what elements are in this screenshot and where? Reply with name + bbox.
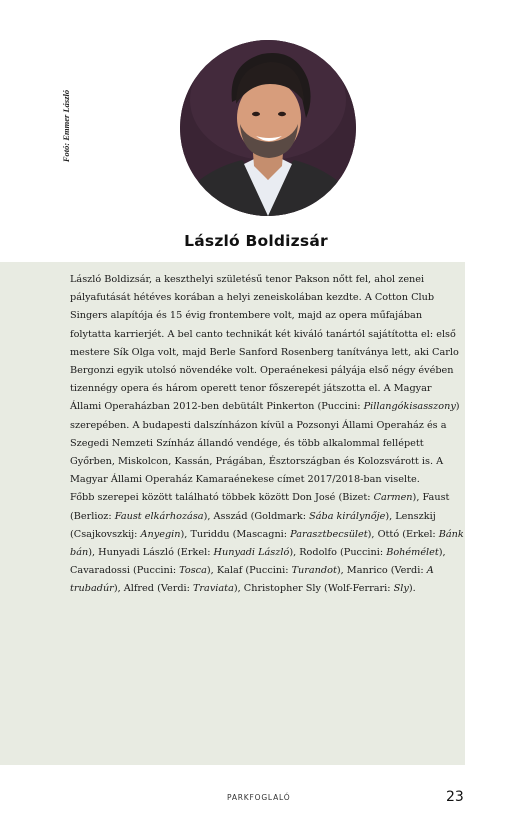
biography-text bbox=[70, 271, 465, 599]
page-number: 23 bbox=[446, 789, 464, 805]
bio-paragraph-1: László Boldizsár, a keszthelyi születésű tenor Pakson nőtt fel, ahol zenei pályafutását hétéves korában a helyi zeneiskolában kezdte. A Cotton Club Singers alapítója és 15 évig frontembere volt, majd az opera műfajában folytatta karrierjét. A bel canto technikát két kiváló tanártól sajátította el: első mestere Sík Olga volt, majd Berle Sanford Rosenberg tanítványa lett, aki Carlo Bergonzi egyik utolsó növendéke volt. Operaénekesi pályája első négy évében tizennégy opera és három operett tenor főszerepét játszotta el. A Magyar Állami Operaházban 2012-ben debütált Pinkerton (Puccini: Pillangókisasszony) szerepében. A budapesti dalszínházon kívül a Pozsonyi Állami Operaház és a Szegedi Nemzeti Színház állandó vendége, és több alkalommal fellépett Győrben, Miskolcon, Kassán, Prágában, Észtországban és Kolozsvárott is. A Magyar Állami Operaház Kamaraénekese címet 2017/2018-ban viselte. bbox=[70, 274, 460, 486]
opera-title: A trubadúr bbox=[70, 565, 434, 595]
portrait-photo bbox=[180, 40, 356, 216]
opera-title: Parasztbecsület bbox=[290, 528, 368, 540]
bio-paragraph-2: Főbb szerepei között található többek között Don José (Bizet: Carmen), Faust (Berlioz: Faust elkárhozása), Asszád (Goldmark: Sába királynője), Lenszkij (Csajkovszkij: Anyegin), Turiddu (Mascagni: Parasztbecsület), Ottó (Erkel: Bánk bán), Hunyadi László (Erkel: Hunyadi László), Rodolfo (Puccini: Bohémélet), Cavaradossi (Puccini: Tosca), Kalaf (Puccini: Turandot), Manrico (Verdi: A trubadúr), Alfred (Verdi: Traviata), Christopher Sly (Wolf-Ferrari: Sly). bbox=[70, 492, 464, 595]
opera-title: Tosca bbox=[179, 565, 207, 577]
opera-title: Turandot bbox=[291, 565, 337, 577]
opera-title: Carmen bbox=[373, 492, 413, 504]
opera-title: Traviata bbox=[192, 583, 234, 595]
opera-title: Pillangókisasszony bbox=[363, 401, 456, 413]
footer-section-label: PARKFOGLALÓ bbox=[227, 793, 291, 802]
opera-title: Faust elkárhozása bbox=[114, 510, 204, 522]
opera-title: Hunyadi László bbox=[213, 547, 290, 559]
opera-title: Bánk bán bbox=[70, 528, 464, 559]
person-name: László Boldizsár bbox=[184, 232, 328, 250]
opera-title: Sly bbox=[393, 583, 409, 595]
opera-title: Anyegin bbox=[140, 528, 181, 540]
photo-credit: Fotó: Emmer László bbox=[61, 89, 71, 163]
portrait-illustration bbox=[180, 40, 356, 216]
opera-title: Bohémélet bbox=[386, 547, 439, 559]
opera-title: Sába királynője bbox=[309, 510, 386, 522]
